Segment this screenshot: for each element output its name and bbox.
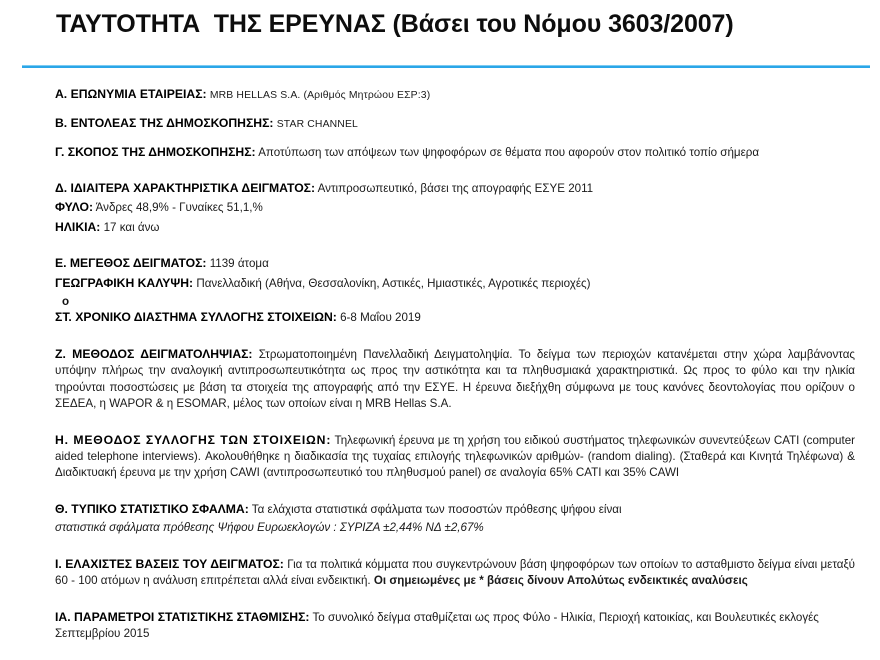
section-th-value: Τα ελάχιστα στατιστικά σφάλματα των ποσοστών πρόθεσης ψήφου είναι — [251, 502, 622, 516]
coverage-value: Πανελλαδική (Αθήνα, Θεσσαλονίκη, Αστικές, Ημιαστικές, Αγροτικές περιοχές) — [196, 276, 591, 290]
section-ia-label: ΙΑ. ΠΑΡΑΜΕΤΡΟΙ ΣΤΑΤΙΣΤΙΚΗΣ ΣΤΑΘΜΙΣΗΣ: — [55, 609, 310, 624]
section-e-coverage — [55, 275, 855, 292]
section-a-value: MRB HELLAS S.A. (Αριθμός Μητρώου ΕΣΡ:3) — [209, 90, 431, 101]
section-th-error-line — [55, 520, 855, 536]
section-d — [55, 180, 855, 197]
section-e — [55, 255, 855, 272]
section-z — [55, 346, 855, 413]
section-e-value: 1139 άτομα — [209, 257, 269, 271]
section-d-label: Δ. ΙΔΙΑΙΤΕΡΑ ΧΑΡΑΚΤΗΡΙΣΤΙΚΑ ΔΕΙΓΜΑΤΟΣ: — [55, 180, 316, 195]
section-st-label: ΣΤ. ΧΡΟΝΙΚΟ ΔΙΑΣΤΗΜΑ ΣΥΛΛΟΓΗΣ ΣΤΟΙΧΕΙΩΝ: — [55, 310, 337, 325]
section-z-label: Ζ. ΜΕΘΟΔΟΣ ΔΕΙΓΜΑΤΟΛΗΨΙΑΣ: — [55, 346, 253, 361]
section-i-label: Ι. ΕΛΑΧΙΣΤΕΣ ΒΑΣΕΙΣ ΤΟΥ ΔΕΙΓΜΑΤΟΣ: — [55, 556, 284, 571]
section-h-label: Η. ΜΕΘΟΔΟΣ ΣΥΛΛΟΓΗΣ ΤΩΝ ΣΤΟΙΧΕΙΩΝ: — [55, 432, 332, 447]
age-label: ΗΛΙΚΙΑ: — [55, 219, 101, 234]
age-value: 17 και άνω — [103, 220, 160, 234]
section-b-value: STAR CHANNEL — [276, 118, 358, 130]
section-d-age — [55, 219, 855, 236]
title-underline-rule — [22, 65, 870, 68]
section-th — [55, 501, 855, 518]
section-d-gender — [55, 199, 855, 216]
section-c-label: Γ. ΣΚΟΠΟΣ ΤΗΣ ΔΗΜΟΣΚΟΠΗΣΗΣ: — [55, 144, 256, 159]
gender-value: Άνδρες 48,9% - Γυναίκες 51,1,% — [95, 201, 263, 215]
section-d-value: Αντιπροσωπευτικό, βάσει της απογραφής ΕΣΥΕ 2011 — [317, 181, 594, 195]
stray-character: ο — [62, 295, 70, 309]
section-c-value: Αποτύπωση των απόψεων των ψηφοφόρων σε θέματα που αφορούν στον πολιτικό τοπίο σήμερα — [258, 145, 760, 159]
section-c — [55, 144, 855, 161]
document-body — [55, 86, 855, 654]
section-a-label: Α. ΕΠΩΝΥΜΙΑ ΕΤΑΙΡΕΙΑΣ: — [55, 87, 207, 101]
section-st — [55, 309, 855, 326]
section-th-label: Θ. ΤΥΠΙΚΟ ΣΤΑΤΙΣΤΙΚΟ ΣΦΑΛΜΑ: — [55, 501, 249, 516]
section-h-value: Τηλεφωνική έρευνα με τη χρήση του ειδικού συστήματος τηλεφωνικών συνεντεύξεων CATI (computer aided telephone interviews). Ακολουθήθηκε η διαδικασία της τυχαίας επιλογής τηλεφωνικών αριθμών- (random dialing). (Σταθερά και Κινητά Τηλέφωνα) & Διαδικτυακή έρευνα με την χρήση CAWI (αντιπροσωπευτικό του πληθυσμού panel) σε αναλογία 65% CATI και 35% CAWI — [55, 433, 856, 480]
page-title: ΤΑΥΤΟΤΗΤΑ ΤΗΣ ΕΡΕΥΝΑΣ (Βάσει του Νόμου 3603/2007) — [56, 10, 734, 38]
section-h — [55, 432, 855, 482]
section-i — [55, 556, 855, 590]
section-z-value: Στρωματοποιημένη Πανελλαδική Δειγματοληψία. Το δείγμα των περιοχών κατανέμεται στην χώρα λαμβάνοντας υπόψην πλήρως την αναλογική αντιπροσωπευτικότητα ως προς την αστικότητα και τα πληθυσμιακά χαρακτηριστικά. Ως προς το φύλο και την ηλικία τηρούνται ποσοστώσεις με βάση τα στοιχεία της απογραφής από την ΕΣΥΕ. Η έρευνα διεξήχθη σύμφωνα με τους κανόνες δεοντολογίας που ορίζουν ο ΣΕΔΕΑ, η WAPOR & η ESOMAR, μέλος των οποίων είναι η MRB Hellas S.A. — [55, 347, 855, 411]
section-i-value: Για τα πολιτικά κόμματα που συγκεντρώνουν βάση ψηφοφόρων των οποίων το ασταθμιστο δείγμα είναι μεταξύ 60 - 100 ατόμων η ανάλυση επιτρέπεται αλλά είναι ενδεικτική. — [55, 557, 855, 588]
section-b — [55, 115, 855, 133]
statistical-error-values: στατιστικά σφάλματα πρόθεσης Ψήφου Ευρωεκλογών : ΣΥΡΙΖΑ ±2,44% ΝΔ ±2,67% — [55, 521, 484, 535]
title-block — [0, 8, 880, 72]
section-st-value: 6-8 Μαΐου 2019 — [340, 311, 421, 325]
section-a — [55, 86, 855, 104]
section-e-label: Ε. ΜΕΓΕΘΟΣ ΔΕΙΓΜΑΤΟΣ: — [55, 256, 207, 271]
section-ia — [55, 609, 855, 643]
coverage-label: ΓΕΩΓΡΑΦΙΚΗ ΚΑΛΥΨΗ: — [55, 275, 194, 290]
gender-label: ΦΥΛΟ: — [55, 200, 94, 215]
section-ia-value: Το συνολικό δείγμα σταθμίζεται ως προς Φύλο - Ηλικία, Περιοχή κατοικίας, και Βουλευτικές εκλογές Σεπτεμβρίου 2015 — [55, 610, 819, 641]
section-b-label: Β. ΕΝΤΟΛΕΑΣ ΤΗΣ ΔΗΜΟΣΚΟΠΗΣΗΣ: — [55, 115, 274, 130]
section-i-note: Οι σημειωμένες με * βάσεις δίνουν Απολύτως ενδεικτικές αναλύσεις — [373, 574, 748, 588]
